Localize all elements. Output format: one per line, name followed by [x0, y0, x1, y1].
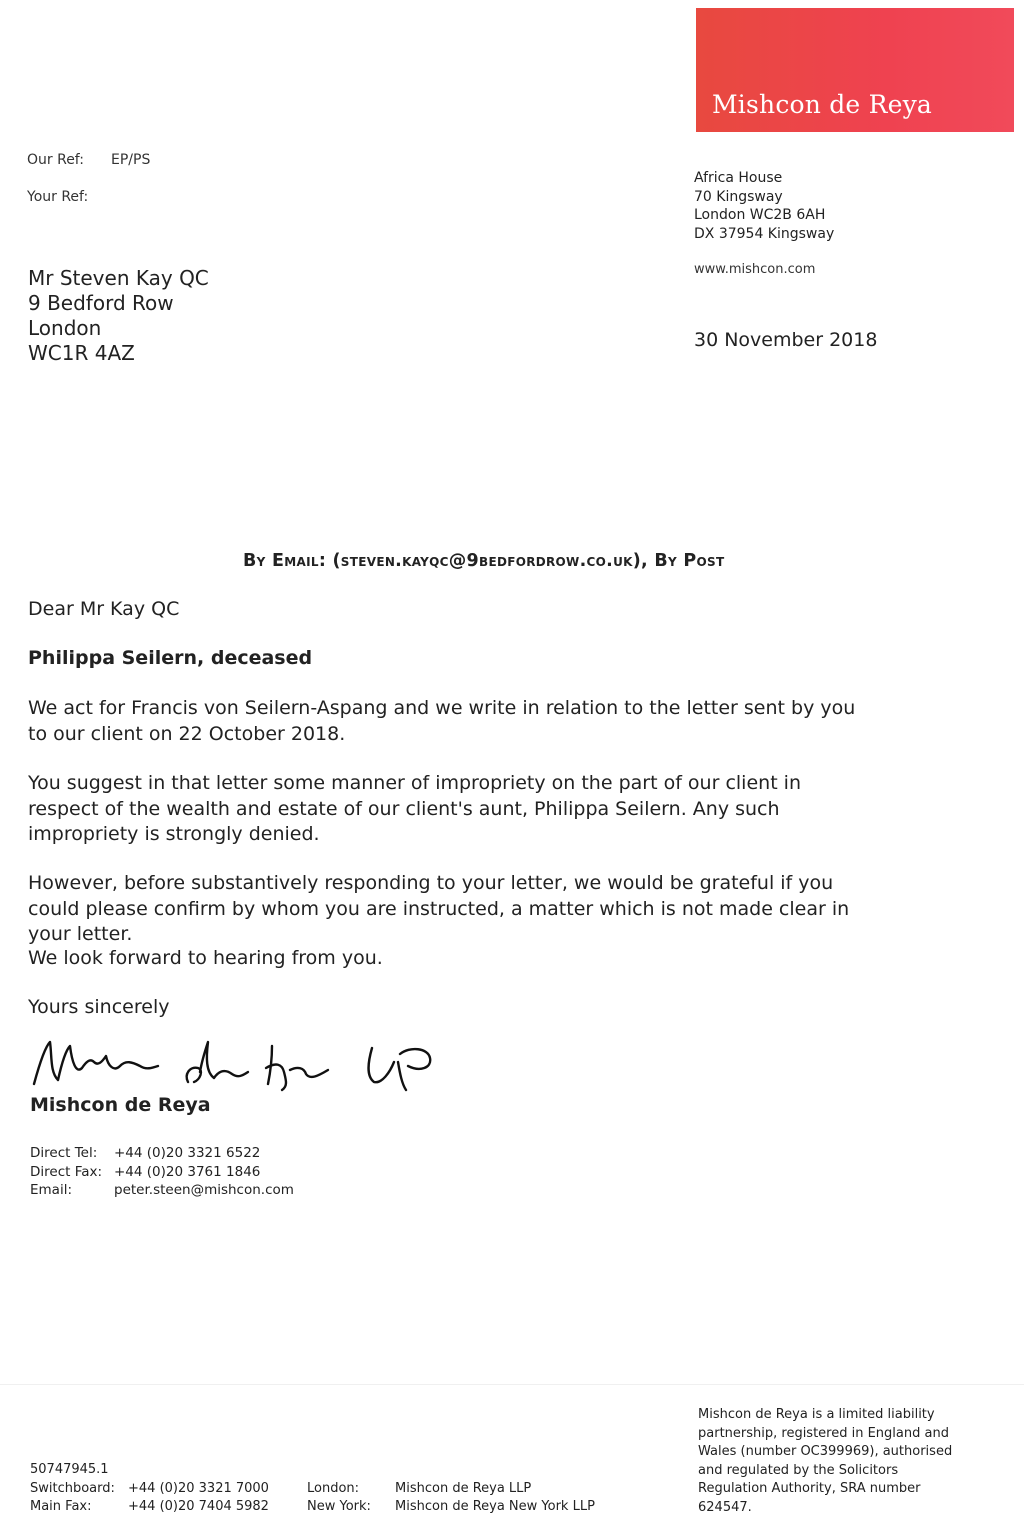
recipient-line1: 9 Bedford Row: [28, 291, 174, 315]
email-label: Email:: [30, 1182, 73, 1198]
office-entities: [307, 1480, 595, 1516]
office-line1: Africa House: [694, 170, 783, 186]
main-fax-label: Main Fax:: [30, 1499, 92, 1514]
recipient-name: Mr Steven Kay QC: [28, 266, 209, 290]
new-york-entity: Mishcon de Reya New York LLP: [395, 1499, 595, 1514]
switchboard-label: Switchboard:: [30, 1481, 115, 1496]
paragraph-2-text: You suggest in that letter some manner of impropriety on the part of our client in respect of the wealth and estate of our client's aunt, Philippa Seilern. Any such impropriety is strongly denied.: [28, 772, 801, 845]
your-ref-label: Your Ref:: [27, 189, 89, 205]
our-ref-value: EP/PS: [111, 152, 151, 168]
london-label: London:: [307, 1481, 360, 1496]
office-address: [694, 169, 834, 243]
main-fax-value: +44 (0)20 7404 5982: [128, 1499, 269, 1514]
legal-notice: Mishcon de Reya is a limited liability partnership, registered in England and Wales (number OC399969), authorised and regulated by the Solicitors Regulation Authority, SRA number 624547.: [698, 1407, 953, 1515]
london-entity: Mishcon de Reya LLP: [395, 1481, 532, 1496]
direct-fax-value: +44 (0)20 3761 1846: [114, 1163, 261, 1180]
closing: Yours sincerely: [28, 996, 170, 1018]
document-reference: 50747945.1: [30, 1462, 109, 1477]
brand-logo-text: Mishcon de Reya: [712, 90, 933, 119]
delivery-method: By Email: (steven.kayqc@9bedfordrow.co.uk), By Post: [243, 551, 725, 571]
switchboard-value: +44 (0)20 3321 7000: [128, 1481, 269, 1496]
direct-tel-value: +44 (0)20 3321 6522: [114, 1145, 261, 1161]
recipient-postcode: WC1R 4AZ: [28, 341, 135, 365]
website-link[interactable]: www.mishcon.com: [694, 262, 816, 277]
your-ref: [27, 189, 111, 205]
signatory-name: Mishcon de Reya: [30, 1094, 211, 1116]
email-link[interactable]: peter.steen@mishcon.com: [114, 1182, 294, 1198]
switchboard-info: [30, 1480, 269, 1516]
our-ref: [27, 152, 150, 168]
new-york-label: New York:: [307, 1499, 371, 1514]
recipient-line2: London: [28, 316, 102, 340]
our-ref-label: Our Ref:: [27, 152, 84, 168]
handwritten-signature: [28, 1032, 448, 1094]
office-line2: 70 Kingsway: [694, 188, 783, 205]
office-line3: London WC2B 6AH: [694, 207, 826, 223]
paragraph-4: [28, 946, 858, 972]
footer-divider: [0, 1384, 1024, 1385]
office-line4: DX 37954 Kingsway: [694, 225, 835, 242]
paragraph-4-text: We look forward to hearing from you.: [28, 947, 383, 969]
paragraph-1-text: We act for Francis von Seilern-Aspang and we write in relation to the letter sent by you to our client on 22 October 2018.: [28, 697, 856, 745]
paragraph-3: [28, 871, 858, 948]
recipient-address: [28, 266, 209, 366]
direct-tel-label: Direct Tel:: [30, 1145, 98, 1161]
direct-fax-label: Direct Fax:: [30, 1163, 103, 1180]
paragraph-1: [28, 696, 858, 747]
brand-logo: [696, 8, 1014, 132]
paragraph-2: [28, 771, 858, 848]
paragraph-3-text: However, before substantively responding to your letter, we would be grateful if you could please confirm by whom you are instructed, a matter which is not made clear in your letter.: [28, 872, 850, 945]
salutation: Dear Mr Kay QC: [28, 598, 180, 620]
direct-contacts: [30, 1144, 294, 1200]
letter-subject: Philippa Seilern, deceased: [28, 647, 313, 669]
letter-date: 30 November 2018: [694, 329, 878, 351]
